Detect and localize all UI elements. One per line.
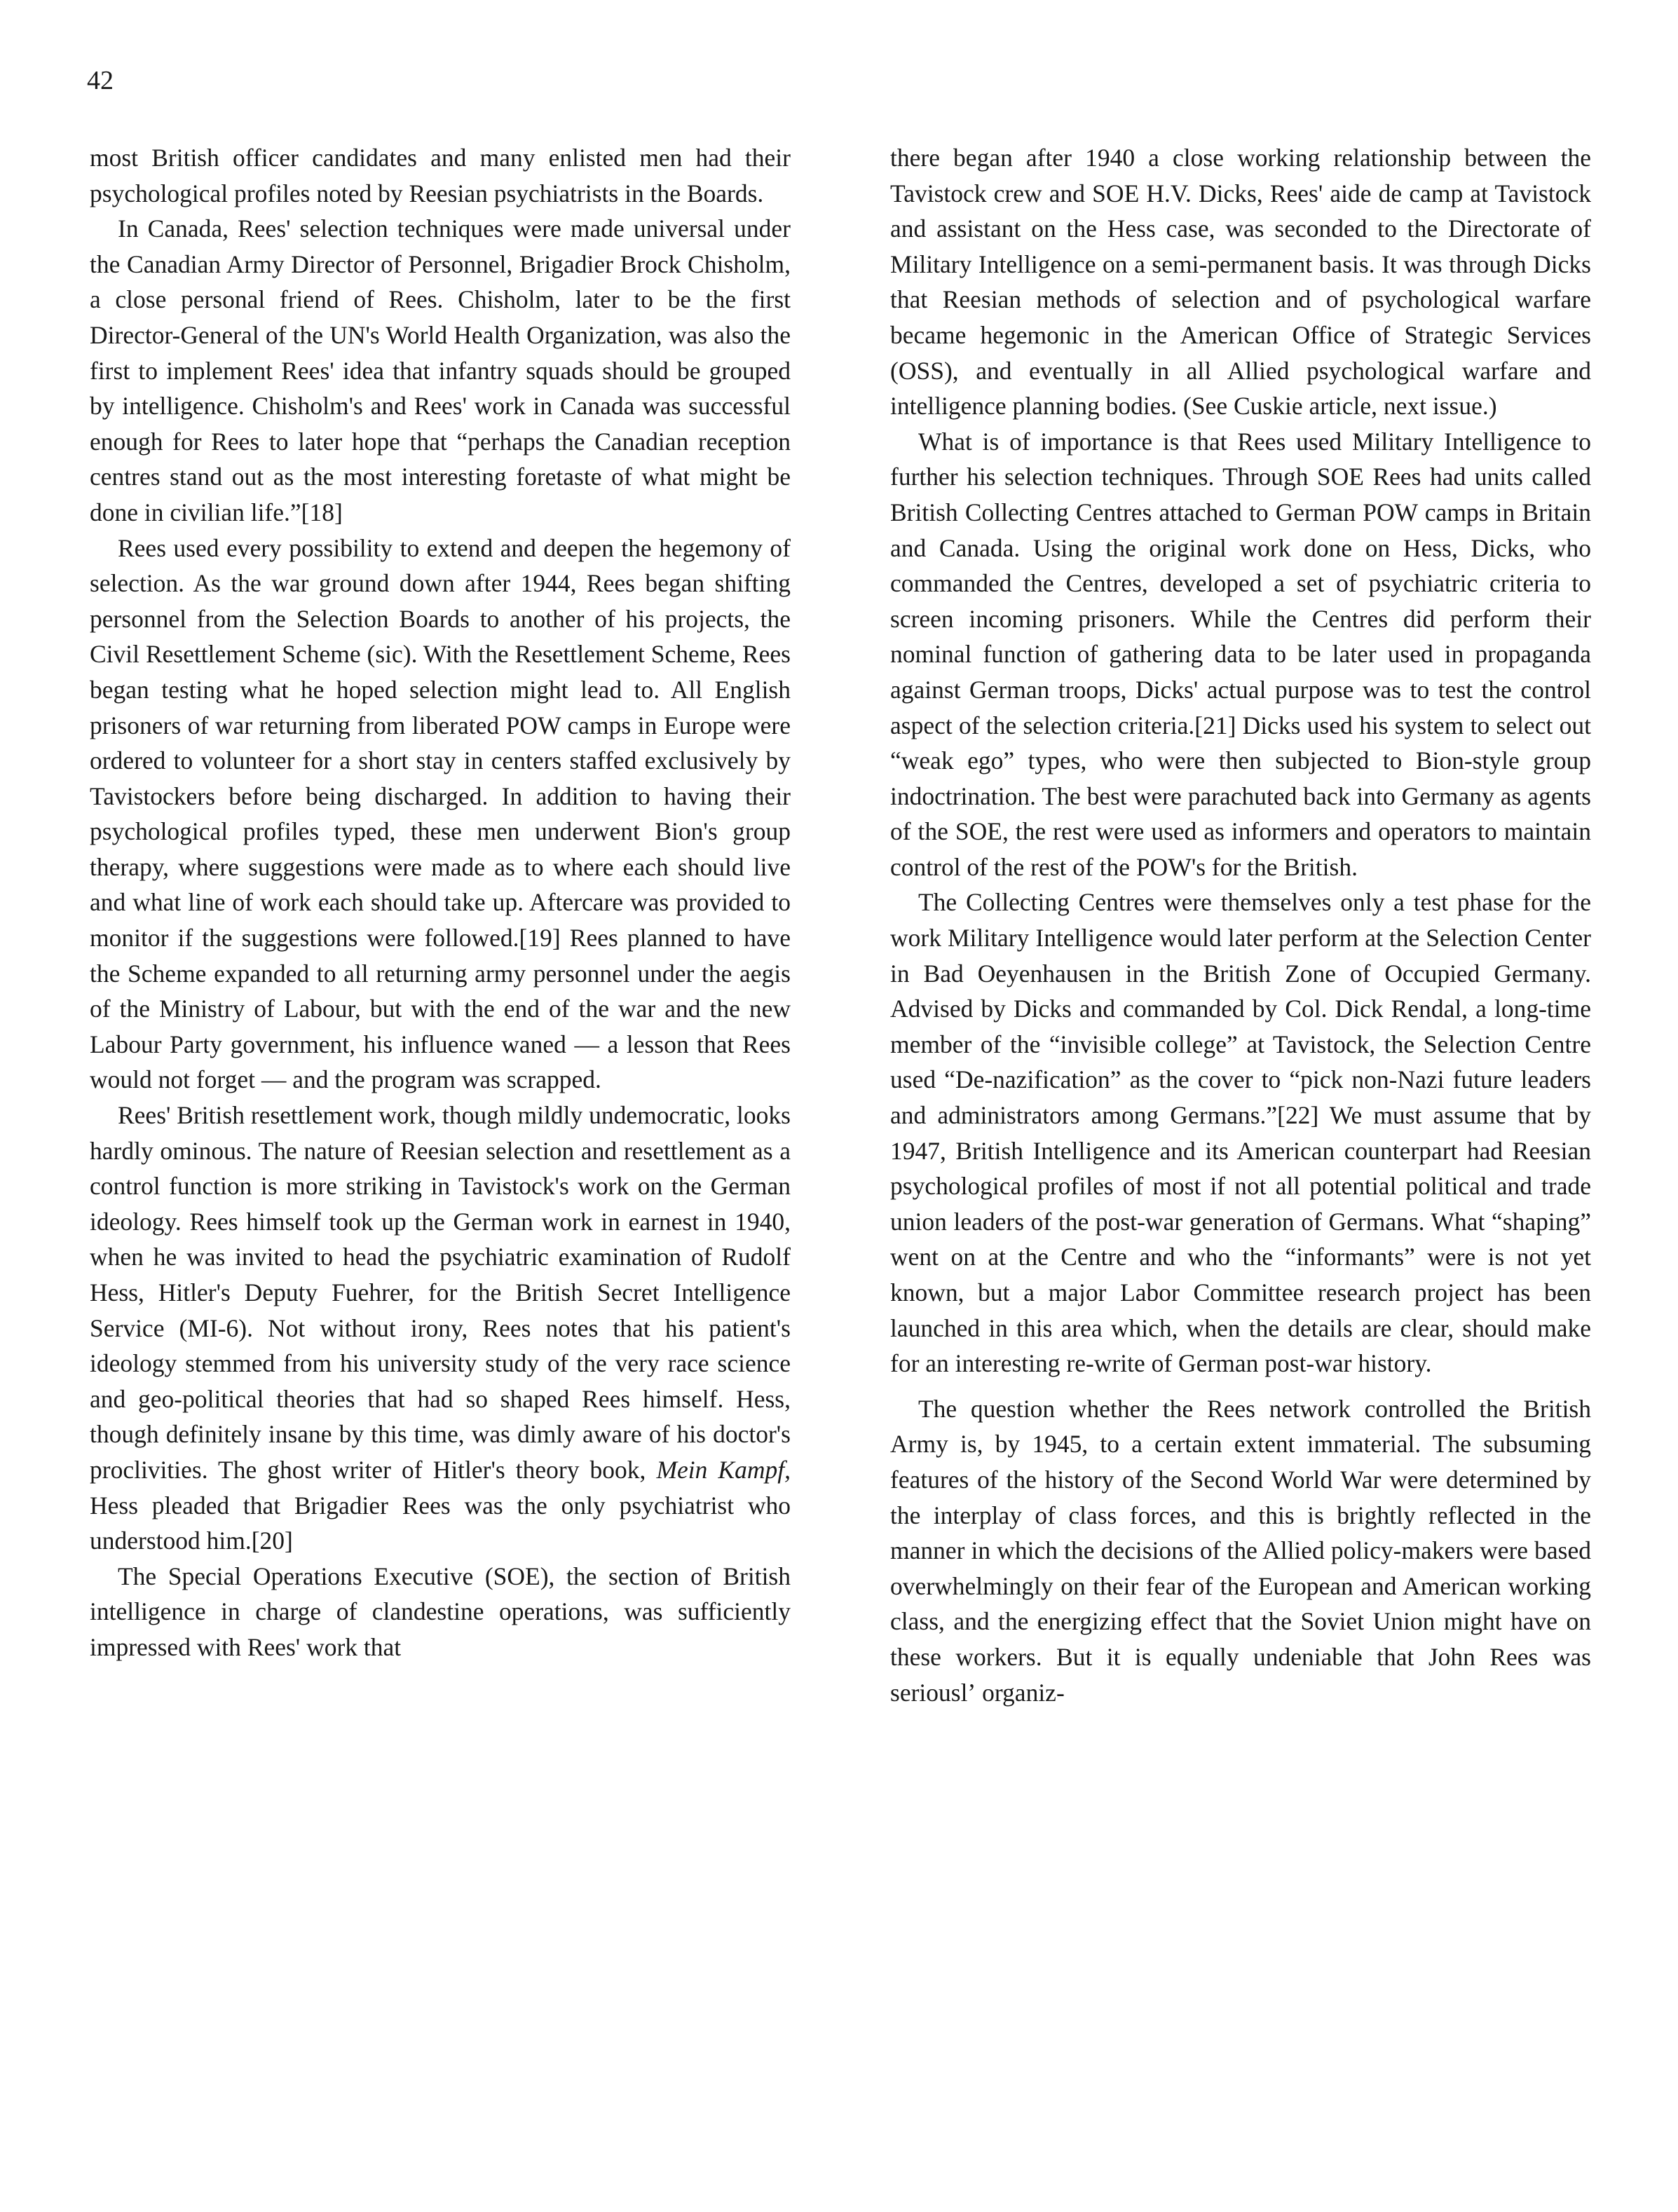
paragraph: most British officer candidates and many enlisted men had their psychological profiles noted by Reesian psychiatrists in the Boards. [90, 144, 791, 207]
book-title: Mein Kampf, [656, 1455, 791, 1484]
paragraph: The question whether the Rees network controlled the British Army is, by 1945, to a certain extent immaterial. The subsuming features of the history of the Second World War were determined by the interplay of class forces, and this is brightly reflected in the manner in which the decisions of the Allied policy-makers were based overwhelmingly on their fear of the European and American working class, and the energizing effect that the Soviet Union might have on these workers. But it is equally undeniable that John Rees was seriouslʼ organiz- [890, 1394, 1591, 1707]
right-column [890, 140, 1591, 1710]
left-column [90, 140, 791, 1665]
paragraph [90, 1098, 791, 1559]
paragraph-text: Rees' British resettlement work, though mildly undemocratic, looks hardly ominous. The nature of Reesian selection and resettlement as a control function is more striking in Tavistock's work on the German ideology. Rees himself took up the German work in earnest in 1940, when he was invited to head the psychiatric examination of Rudolf Hess, Hitler's Deputy Fuehrer, for the British Secret Intelligence Service (MI-6). Not without irony, Rees notes that his patient's ideology stemmed from his university study of the very race science and geo-political theories that had so shaped Rees himself. Hess, though definitely insane by this time, was dimly aware of his doctor's proclivities. The ghost writer of Hitler's theory book, [90, 1101, 791, 1484]
paragraph: there began after 1940 a close working relationship between the Tavistock crew and SOE H.V. Dicks, Rees' aide de camp at Tavistock and assistant on the Hess case, was seconded to the Directorate of Military Intelligence on a semi-permanent basis. It was through Dicks that Reesian methods of selection and of psychological warfare became hegemonic in the American Office of Strategic Services (OSS), and eventually in all Allied psychological warfare and intelligence planning bodies. (See Cuskie article, next issue.) [890, 144, 1591, 421]
paragraph-text: Hess pleaded that Brigadier Rees was the only psychiatrist who understood him.[20] [90, 1491, 791, 1555]
page-number: 42 [87, 66, 114, 95]
paragraph: The Collecting Centres were themselves only a test phase for the work Military Intelligence would later perform at the Selection Center in Bad Oeyenhausen in the British Zone of Occupied Germany. Advised by Dicks and commanded by Col. Dick Rendal, a long-time member of the “invisible college” at Tavistock, the Selection Centre used “De-nazification” as the cover to “pick non-Nazi future leaders and administrators among Germans.”[22] We must assume that by 1947, British Intelligence and its American counterpart had Reesian psychological profiles of most if not all potential political and trade union leaders of the post-war generation of Germans. What “shaping” went on at the Centre and who the “informants” were is not yet known, but a major Labor Committee research project has been launched in this area which, when the details are clear, should make for an interesting re-write of German post-war history. [890, 888, 1591, 1378]
paragraph: Rees used every possibility to extend and deepen the hegemony of selection. As the war ground down after 1944, Rees began shifting personnel from the Selection Boards to another of his projects, the Civil Resettlement Scheme (sic). With the Resettlement Scheme, Rees began testing what he hoped selection might lead to. All English prisoners of war returning from liberated POW camps in Europe were ordered to volunteer for a short stay in centers staffed exclusively by Tavistockers before being discharged. In addition to having their psychological profiles typed, these men underwent Bion's group therapy, where suggestions were made as to where each should live and what line of work each should take up. Aftercare was provided to monitor if the suggestions were followed.[19] Rees planned to have the Scheme expanded to all returning army personnel under the aegis of the Ministry of Labour, but with the end of the war and the new Labour Party government, his influence waned — a lesson that Rees would not forget — and the program was scrapped. [90, 533, 791, 1094]
paragraph: What is of importance is that Rees used Military Intelligence to further his selection techniques. Through SOE Rees had units called British Collecting Centres attached to German POW camps in Britain and Canada. Using the original work done on Hess, Dicks, who commanded the Centres, developed a set of psychiatric criteria to screen incoming prisoners. While the Centres did perform their nominal function of gathering data to be later used in propaganda against German troops, Dicks' actual purpose was to test the control aspect of the selection criteria.[21] Dicks used his system to select out “weak ego” types, who were then subjected to Bion-style group indoctrination. The best were parachuted back into Germany as agents of the SOE, the rest were used as informers and operators to maintain control of the rest of the POW's for the British. [890, 427, 1591, 881]
paragraph: The Special Operations Executive (SOE), the section of British intelligence in charge of clandestine operations, was sufficiently impressed with Rees' work that [90, 1562, 791, 1661]
paragraph: In Canada, Rees' selection techniques were made universal under the Canadian Army Director of Personnel, Brigadier Brock Chisholm, a close personal friend of Rees. Chisholm, later to be the first Director-General of the UN's World Health Organization, was also the first to implement Rees' idea that infantry squads should be grouped by intelligence. Chisholm's and Rees' work in Canada was successful enough for Rees to later hope that “perhaps the Canadian reception centres stand out as the most interesting foretaste of what might be done in civilian life.”[18] [90, 214, 791, 526]
